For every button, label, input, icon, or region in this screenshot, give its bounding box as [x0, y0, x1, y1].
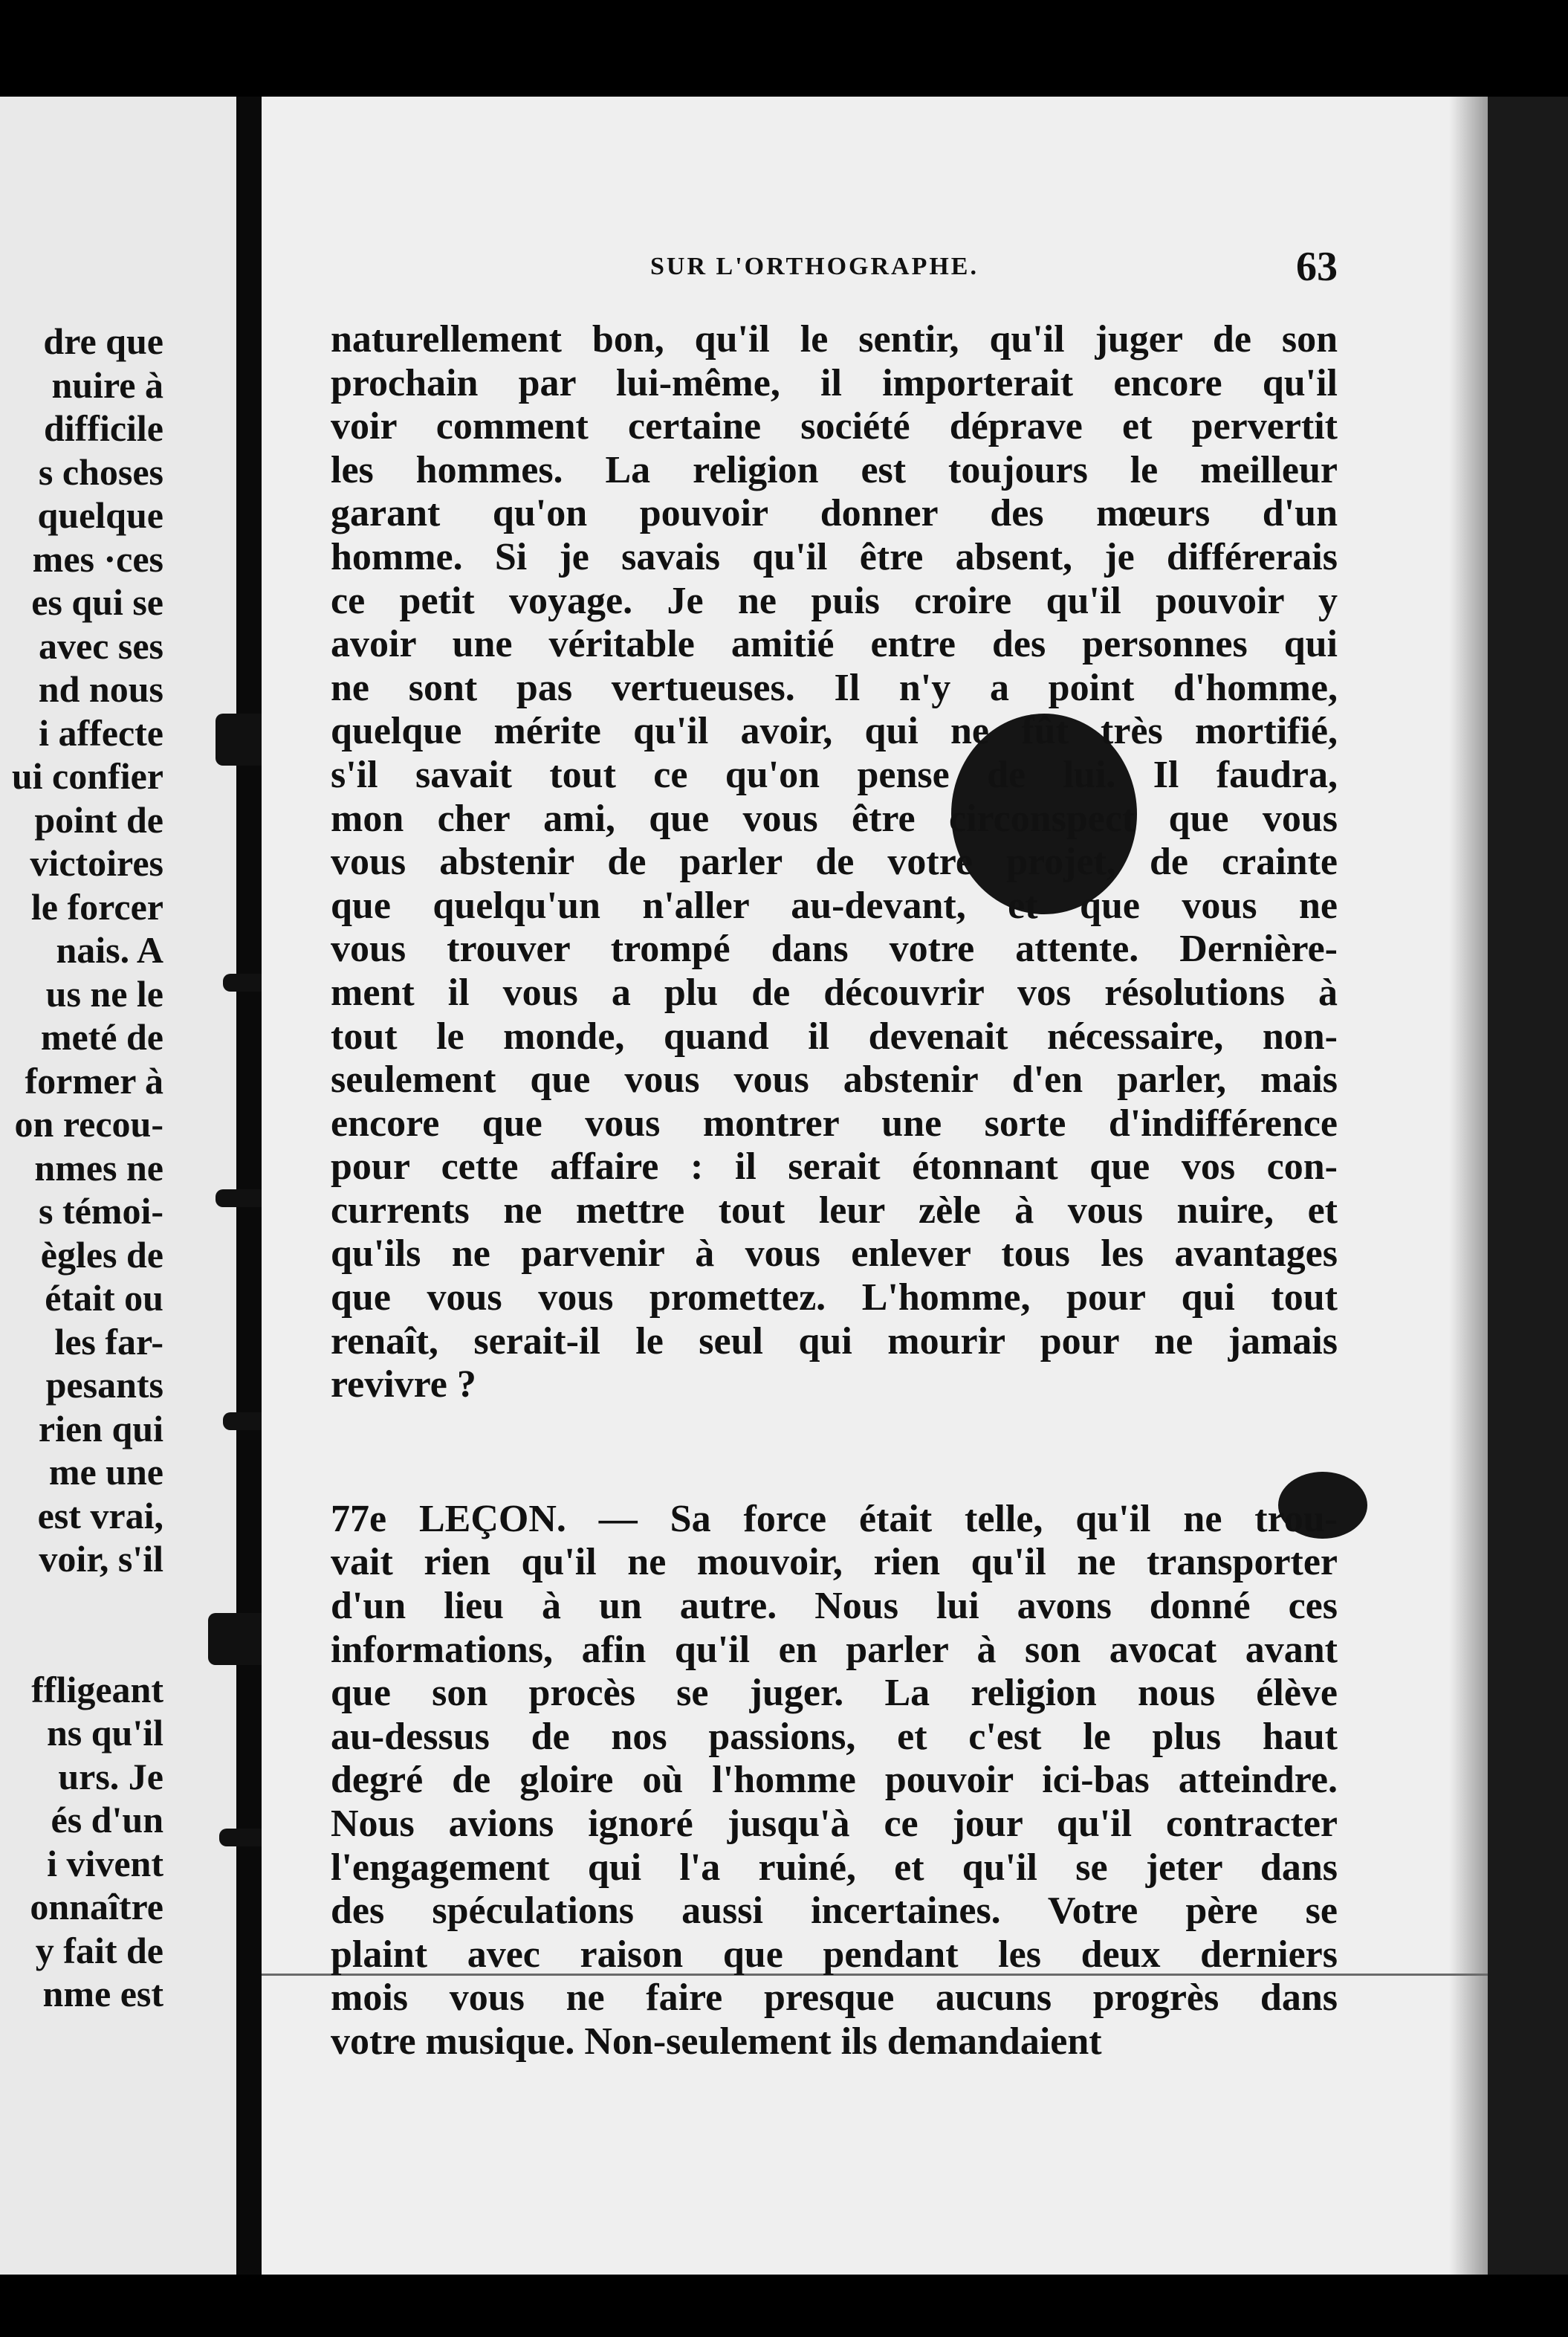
text-line: revivre ? [331, 1363, 476, 1406]
previous-page-line: victoires [30, 842, 163, 884]
page-number: 63 [1296, 244, 1338, 290]
previous-page-line: nais. A [56, 929, 163, 971]
text-line: ce petit voyage. Je ne puis croire qu'il pouvoir y [331, 579, 1338, 622]
text-line: les hommes. La religion est toujours le meilleur [331, 448, 1338, 491]
previous-page-line: nuire à [51, 363, 163, 406]
text-line: des spéculations aussi incertaines. Votre père se [331, 1890, 1338, 1933]
previous-page-line: mes ·ces [32, 537, 163, 580]
text-line: plaint avec raison que pendant les deux derniers [331, 1933, 1338, 1976]
previous-page-line: quelque [37, 494, 163, 536]
previous-page-line: point de [34, 798, 163, 841]
previous-page-line: i affecte [39, 711, 163, 754]
text-line: Nous avions ignoré jusqu'à ce jour qu'il contracter [331, 1803, 1338, 1845]
text-line: s'il savait tout ce qu'on pense de lui. Il faudra, [331, 753, 1338, 796]
text-line: ne sont pas vertueuses. Il n'y a point d'homme, [331, 666, 1338, 709]
text-line: l'engagement qui l'a ruiné, et qu'il se jeter dans [331, 1846, 1338, 1889]
previous-page-line: voir, s'il [39, 1538, 163, 1580]
previous-page-line: rien qui [38, 1407, 163, 1449]
paragraph-lesson-77 [331, 1498, 1338, 2064]
text-line: au-dessus de nos passions, et c'est le plus haut [331, 1715, 1338, 1758]
previous-page-line: les far- [54, 1320, 163, 1363]
text-line: garant qu'on pouvoir donner des mœurs d'un [331, 492, 1338, 535]
text-line: mois vous ne faire presque aucuns progrès dans [331, 1976, 1338, 2020]
previous-page-line: dre que [43, 320, 163, 362]
previous-page-line: pesants [45, 1364, 163, 1406]
previous-page-line: i vivent [47, 1842, 163, 1884]
previous-page-line: nmes ne [34, 1146, 163, 1189]
right-page-edge [1488, 97, 1568, 2275]
paragraph-gap [331, 1407, 1338, 1498]
previous-page-line: es qui se [31, 581, 163, 623]
previous-page-line: on recou- [14, 1103, 163, 1145]
text-line: prochain par lui-même, il importerait encore qu'il [331, 361, 1338, 404]
previous-page-line: ègles de [40, 1233, 163, 1276]
text-line: vait rien qu'il ne mouvoir, rien qu'il ne transporter [331, 1541, 1338, 1584]
page-body [331, 318, 1338, 2064]
text-line: que son procès se juger. La religion nous élève [331, 1672, 1338, 1715]
binding-gutter [236, 97, 262, 2275]
binding-thread-mark [216, 1189, 268, 1207]
text-line: que quelqu'un n'aller au-devant, et que vous ne [331, 884, 1338, 927]
text-line: que vous vous promettez. L'homme, pour qui tout [331, 1276, 1338, 1319]
previous-page-line: avec ses [39, 624, 163, 667]
previous-page-line: le forcer [30, 885, 163, 928]
text-line: ment il vous a plu de découvrir vos résolutions à [331, 971, 1338, 1014]
text-line: pour cette affaire : il serait étonnant que vos con- [331, 1145, 1338, 1189]
previous-page-line: ns qu'il [46, 1712, 163, 1753]
text-line: degré de gloire où l'homme pouvoir ici-bas atteindre. [331, 1759, 1338, 1802]
previous-page-line: nme est [42, 1973, 163, 2014]
text-line: mon cher ami, que vous être circonspect que vous [331, 797, 1338, 840]
previous-page-line: y fait de [35, 1929, 163, 1971]
previous-page-line: us ne le [45, 972, 163, 1015]
previous-page-line: était ou [45, 1277, 163, 1319]
text-line: renaît, serait-il le seul qui mourir pour ne jamais [331, 1319, 1338, 1363]
previous-page-line [0, 1624, 163, 1668]
text-line: seulement que vous vous abstenir d'en parler, mais [331, 1058, 1338, 1102]
text-line: d'un lieu à un autre. Nous lui avons donné ces [331, 1585, 1338, 1628]
previous-page-line: meté de [40, 1016, 163, 1058]
text-line: votre musique. Non-seulement ils demandaient [331, 2020, 1102, 2063]
previous-page-line: urs. Je [58, 1755, 163, 1797]
previous-page-line: s témoi- [39, 1190, 163, 1232]
page-header [372, 244, 1338, 294]
paragraph-exercise-76-continued [331, 318, 1338, 1407]
text-line: currents ne mettre tout leur zèle à vous nuire, et [331, 1189, 1338, 1232]
page-edge-shadow [1449, 97, 1488, 2275]
previous-page-line: onnaître [30, 1886, 163, 1927]
text-line: qu'ils ne parvenir à vous enlever tous les avantages [331, 1232, 1338, 1276]
previous-page-line: ui confier [11, 755, 163, 797]
text-line: avoir une véritable amitié entre des personnes qui [331, 623, 1338, 666]
text-line: vous trouver trompé dans votre attente. Dernière- [331, 928, 1338, 971]
text-line: voir comment certaine société déprave et pervertit [331, 405, 1338, 448]
text-line: homme. Si je savais qu'il être absent, je différerais [331, 535, 1338, 578]
previous-page-line: nd nous [38, 668, 163, 710]
running-title: SUR L'ORTHOGRAPHE. [650, 253, 979, 280]
previous-page-text [0, 320, 163, 2016]
previous-page-line: me une [48, 1451, 163, 1493]
text-line: naturellement bon, qu'il le sentir, qu'il juger de son [331, 318, 1338, 361]
previous-page-line: est vrai, [37, 1494, 163, 1536]
previous-page-line: difficile [43, 407, 163, 449]
text-line: 77e LEÇON. — Sa force était telle, qu'il ne trou- [331, 1497, 1338, 1540]
previous-page-line: s choses [38, 450, 163, 493]
previous-page-fragment [0, 97, 238, 2275]
text-line: encore que vous montrer une sorte d'indifférence [331, 1102, 1338, 1145]
previous-page-line: former à [25, 1059, 163, 1102]
text-line: tout le monde, quand il devenait nécessaire, non- [331, 1015, 1338, 1058]
text-line: quelque mérite qu'il avoir, qui ne fût très mortifié, [331, 710, 1338, 753]
previous-page-line: ffligeant [31, 1668, 163, 1710]
previous-page-line: és d'un [51, 1799, 163, 1840]
previous-page-line [0, 1581, 163, 1625]
text-line: vous abstenir de parler de votre projet, de crainte [331, 841, 1338, 884]
text-line: informations, afin qu'il en parler à son avocat avant [331, 1628, 1338, 1671]
